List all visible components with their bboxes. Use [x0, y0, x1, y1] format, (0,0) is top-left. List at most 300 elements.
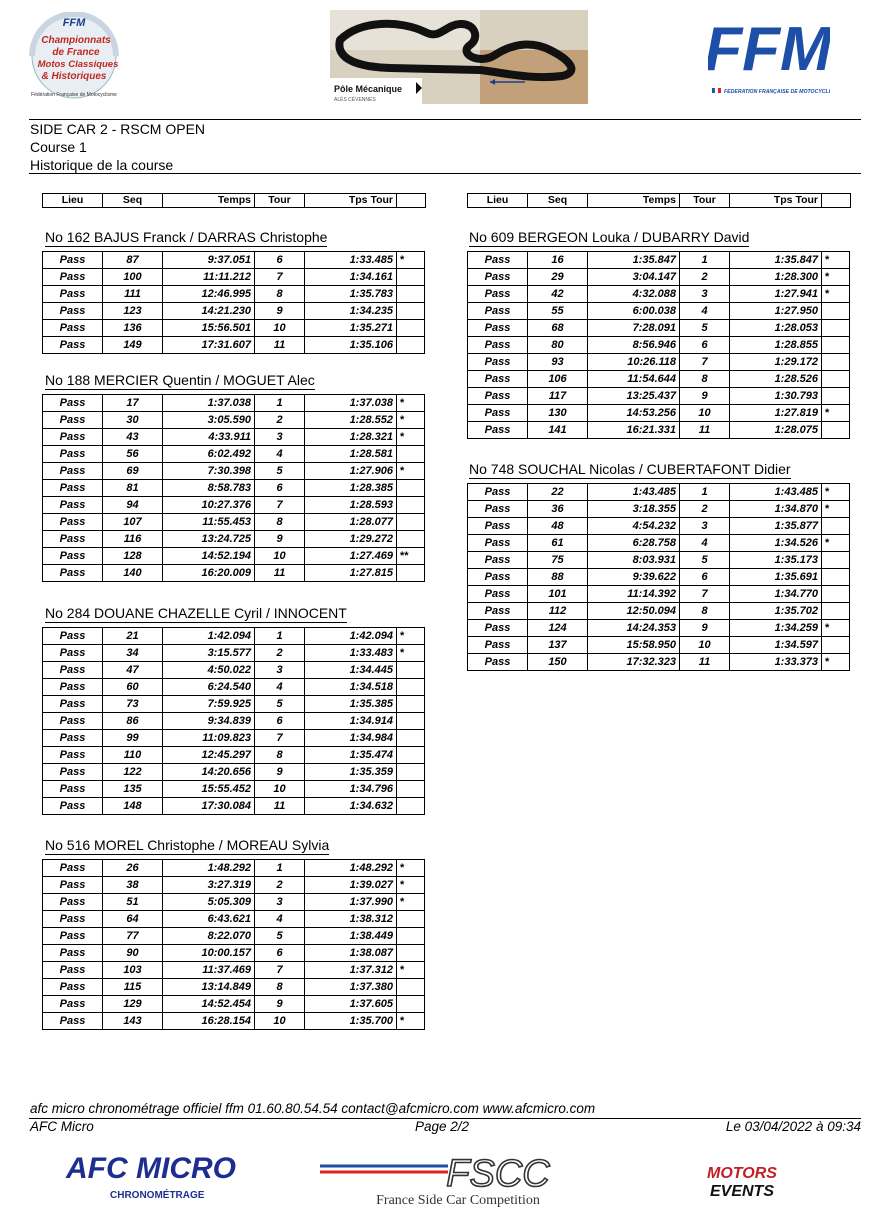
lap-elapsed-time: 14:53.256 — [588, 405, 680, 422]
svg-text:MOTORS: MOTORS — [707, 1165, 777, 1182]
lap-location: Pass — [43, 628, 103, 645]
lap-location: Pass — [43, 1013, 103, 1030]
lap-elapsed-time: 12:50.094 — [588, 603, 680, 620]
lap-sequence: 61 — [528, 535, 588, 552]
lap-location: Pass — [468, 535, 528, 552]
best-lap-marker: * — [822, 286, 850, 303]
lap-time: 1:38.087 — [305, 945, 397, 962]
lap-time: 1:34.914 — [305, 713, 397, 730]
lap-sequence: 99 — [103, 730, 163, 747]
lap-elapsed-time: 9:34.839 — [163, 713, 255, 730]
lap-time: 1:34.984 — [305, 730, 397, 747]
svg-text:FFM: FFM — [708, 15, 830, 84]
lap-number: 7 — [255, 497, 305, 514]
table-row — [43, 911, 425, 928]
best-lap-marker — [397, 764, 425, 781]
lap-sequence: 129 — [103, 996, 163, 1013]
lap-time: 1:34.161 — [305, 269, 397, 286]
best-lap-marker: ** — [397, 548, 425, 565]
lap-location: Pass — [43, 764, 103, 781]
table-row — [468, 484, 850, 501]
lap-number: 7 — [680, 354, 730, 371]
lap-location: Pass — [468, 252, 528, 269]
lap-location: Pass — [468, 620, 528, 637]
col-temps: Temps — [163, 194, 255, 207]
lap-location: Pass — [43, 911, 103, 928]
lap-elapsed-time: 8:22.070 — [163, 928, 255, 945]
lap-number: 11 — [255, 337, 305, 354]
lap-location: Pass — [468, 484, 528, 501]
table-row — [43, 429, 425, 446]
lap-location: Pass — [468, 603, 528, 620]
table-row — [468, 337, 850, 354]
lap-number: 1 — [255, 860, 305, 877]
lap-elapsed-time: 11:09.823 — [163, 730, 255, 747]
table-row — [43, 252, 425, 269]
lap-sequence: 86 — [103, 713, 163, 730]
table-row — [43, 446, 425, 463]
lap-time: 1:38.449 — [305, 928, 397, 945]
motors-events-logo — [692, 1158, 792, 1206]
lap-location: Pass — [43, 412, 103, 429]
table-row — [43, 531, 425, 548]
col-lieu: Lieu — [43, 194, 103, 207]
lap-sequence: 17 — [103, 395, 163, 412]
table-row — [468, 569, 850, 586]
lap-time: 1:27.469 — [305, 548, 397, 565]
table-row — [468, 586, 850, 603]
lap-elapsed-time: 13:24.725 — [163, 531, 255, 548]
table-row — [43, 928, 425, 945]
lap-time: 1:37.312 — [305, 962, 397, 979]
table-row — [468, 303, 850, 320]
table-row — [43, 962, 425, 979]
lap-location: Pass — [468, 518, 528, 535]
lap-sequence: 34 — [103, 645, 163, 662]
table-row — [468, 422, 850, 439]
lap-elapsed-time: 15:56.501 — [163, 320, 255, 337]
table-row — [468, 620, 850, 637]
lap-time: 1:29.272 — [305, 531, 397, 548]
lap-elapsed-time: 14:20.656 — [163, 764, 255, 781]
lap-elapsed-time: 5:05.309 — [163, 894, 255, 911]
lap-elapsed-time: 9:37.051 — [163, 252, 255, 269]
lap-number: 9 — [680, 388, 730, 405]
lap-location: Pass — [468, 422, 528, 439]
best-lap-marker — [822, 320, 850, 337]
table-row — [43, 996, 425, 1013]
lap-location: Pass — [43, 565, 103, 582]
lap-number: 4 — [255, 911, 305, 928]
best-lap-marker: * — [822, 654, 850, 671]
lap-location: Pass — [468, 388, 528, 405]
table-row — [43, 662, 425, 679]
lap-number: 8 — [255, 514, 305, 531]
svg-text:Fédération Française de Motocy: Fédération Française de Motocyclisme — [31, 92, 117, 98]
best-lap-marker — [822, 637, 850, 654]
lap-elapsed-time: 3:27.319 — [163, 877, 255, 894]
table-row — [43, 628, 425, 645]
lap-time: 1:27.815 — [305, 565, 397, 582]
lap-elapsed-time: 10:27.376 — [163, 497, 255, 514]
lap-location: Pass — [43, 320, 103, 337]
lap-time: 1:28.077 — [305, 514, 397, 531]
circuit-map-logo — [330, 10, 588, 104]
lap-location: Pass — [468, 501, 528, 518]
table-row — [43, 320, 425, 337]
lap-time: 1:27.950 — [730, 303, 822, 320]
lap-location: Pass — [468, 405, 528, 422]
table-row — [468, 320, 850, 337]
lap-elapsed-time: 11:54.644 — [588, 371, 680, 388]
lap-number: 10 — [255, 548, 305, 565]
lap-location: Pass — [43, 662, 103, 679]
lap-time: 1:28.593 — [305, 497, 397, 514]
lap-time: 1:42.094 — [305, 628, 397, 645]
rider-title: No 284 DOUANE CHAZELLE Cyril / INNOCENT — [45, 605, 347, 621]
col-lieu: Lieu — [468, 194, 528, 207]
lap-time: 1:28.581 — [305, 446, 397, 463]
lap-time: 1:28.321 — [305, 429, 397, 446]
svg-text:FSCC: FSCC — [446, 1153, 550, 1195]
lap-sequence: 22 — [528, 484, 588, 501]
lap-location: Pass — [43, 679, 103, 696]
table-row — [43, 730, 425, 747]
ffm-logo — [708, 12, 830, 98]
lap-sequence: 130 — [528, 405, 588, 422]
lap-elapsed-time: 7:30.398 — [163, 463, 255, 480]
best-lap-marker: * — [397, 463, 425, 480]
col-tour: Tour — [680, 194, 730, 207]
lap-number: 9 — [255, 303, 305, 320]
lap-location: Pass — [468, 586, 528, 603]
table-row — [468, 252, 850, 269]
svg-text:Championnats: Championnats — [41, 35, 111, 46]
laps-table — [42, 251, 425, 354]
lap-time: 1:27.906 — [305, 463, 397, 480]
table-row — [43, 480, 425, 497]
lap-number: 4 — [680, 535, 730, 552]
lap-sequence: 117 — [528, 388, 588, 405]
lap-elapsed-time: 17:31.607 — [163, 337, 255, 354]
table-row — [43, 269, 425, 286]
lap-elapsed-time: 14:52.194 — [163, 548, 255, 565]
lap-number: 1 — [680, 484, 730, 501]
lap-time: 1:28.053 — [730, 320, 822, 337]
lap-elapsed-time: 11:55.453 — [163, 514, 255, 531]
col-tps-tour: Tps Tour — [730, 194, 822, 207]
lap-sequence: 106 — [528, 371, 588, 388]
lap-elapsed-time: 14:21.230 — [163, 303, 255, 320]
lap-elapsed-time: 8:56.946 — [588, 337, 680, 354]
lap-time: 1:34.526 — [730, 535, 822, 552]
lap-sequence: 124 — [528, 620, 588, 637]
lap-sequence: 30 — [103, 412, 163, 429]
best-lap-marker: * — [822, 405, 850, 422]
best-lap-marker — [397, 730, 425, 747]
footer-company: AFC Micro — [30, 1119, 94, 1134]
lap-number: 7 — [255, 962, 305, 979]
lap-time: 1:34.870 — [730, 501, 822, 518]
lap-elapsed-time: 17:30.084 — [163, 798, 255, 815]
lap-number: 1 — [255, 395, 305, 412]
lap-location: Pass — [43, 730, 103, 747]
lap-sequence: 38 — [103, 877, 163, 894]
table-row — [43, 747, 425, 764]
lap-elapsed-time: 13:25.437 — [588, 388, 680, 405]
lap-number: 10 — [680, 405, 730, 422]
lap-elapsed-time: 1:37.038 — [163, 395, 255, 412]
lap-number: 5 — [255, 696, 305, 713]
lap-number: 6 — [255, 713, 305, 730]
lap-time: 1:38.312 — [305, 911, 397, 928]
lap-number: 3 — [680, 518, 730, 535]
race-title: Course 1 — [30, 139, 87, 155]
lap-number: 11 — [255, 565, 305, 582]
best-lap-marker — [397, 679, 425, 696]
lap-location: Pass — [43, 894, 103, 911]
best-lap-marker: * — [397, 860, 425, 877]
table-row — [468, 654, 850, 671]
lap-number: 8 — [680, 603, 730, 620]
afc-micro-logo — [62, 1150, 240, 1206]
best-lap-marker — [397, 713, 425, 730]
best-lap-marker — [822, 354, 850, 371]
lap-sequence: 110 — [103, 747, 163, 764]
lap-number: 6 — [255, 945, 305, 962]
svg-text:Pôle Mécanique: Pôle Mécanique — [334, 84, 403, 94]
lap-location: Pass — [468, 552, 528, 569]
laps-table — [42, 394, 425, 582]
lap-number: 9 — [255, 764, 305, 781]
col-tour: Tour — [255, 194, 305, 207]
rider-title: No 162 BAJUS Franck / DARRAS Christophe — [45, 229, 328, 245]
best-lap-marker — [397, 979, 425, 996]
best-lap-marker — [822, 371, 850, 388]
lap-sequence: 75 — [528, 552, 588, 569]
lap-sequence: 21 — [103, 628, 163, 645]
table-row — [43, 979, 425, 996]
best-lap-marker — [397, 480, 425, 497]
lap-location: Pass — [43, 781, 103, 798]
lap-number: 4 — [255, 446, 305, 463]
lap-sequence: 150 — [528, 654, 588, 671]
laps-table — [467, 483, 850, 671]
lap-location: Pass — [43, 337, 103, 354]
lap-time: 1:35.877 — [730, 518, 822, 535]
lap-number: 8 — [680, 371, 730, 388]
lap-sequence: 128 — [103, 548, 163, 565]
lap-elapsed-time: 17:32.323 — [588, 654, 680, 671]
best-lap-marker — [397, 928, 425, 945]
lap-elapsed-time: 6:28.758 — [588, 535, 680, 552]
best-lap-marker: * — [397, 962, 425, 979]
lap-elapsed-time: 13:14.849 — [163, 979, 255, 996]
lap-location: Pass — [468, 337, 528, 354]
lap-number: 1 — [255, 628, 305, 645]
lap-location: Pass — [43, 548, 103, 565]
lap-time: 1:34.518 — [305, 679, 397, 696]
lap-number: 3 — [255, 662, 305, 679]
lap-location: Pass — [43, 696, 103, 713]
lap-time: 1:28.855 — [730, 337, 822, 354]
best-lap-marker — [397, 565, 425, 582]
lap-location: Pass — [43, 747, 103, 764]
lap-number: 3 — [255, 894, 305, 911]
lap-time: 1:34.259 — [730, 620, 822, 637]
lap-number: 5 — [255, 928, 305, 945]
svg-text:ALÈS CÉVENNES: ALÈS CÉVENNES — [334, 97, 376, 103]
best-lap-marker — [822, 586, 850, 603]
lap-location: Pass — [468, 286, 528, 303]
lap-number: 8 — [255, 979, 305, 996]
best-lap-marker — [822, 303, 850, 320]
lap-number: 2 — [680, 501, 730, 518]
laps-table — [467, 251, 850, 439]
table-row — [43, 860, 425, 877]
table-row — [468, 637, 850, 654]
lap-number: 3 — [255, 429, 305, 446]
lap-sequence: 43 — [103, 429, 163, 446]
lap-time: 1:35.783 — [305, 286, 397, 303]
best-lap-marker — [397, 320, 425, 337]
lap-number: 9 — [680, 620, 730, 637]
lap-sequence: 73 — [103, 696, 163, 713]
lap-location: Pass — [43, 446, 103, 463]
lap-elapsed-time: 3:18.355 — [588, 501, 680, 518]
table-row — [43, 337, 425, 354]
lap-elapsed-time: 4:33.911 — [163, 429, 255, 446]
table-row — [468, 286, 850, 303]
best-lap-marker: * — [397, 628, 425, 645]
page-number: Page 2/2 — [415, 1119, 470, 1134]
best-lap-marker — [397, 303, 425, 320]
best-lap-marker — [397, 514, 425, 531]
best-lap-marker — [397, 945, 425, 962]
best-lap-marker — [397, 286, 425, 303]
rider-title: No 748 SOUCHAL Nicolas / CUBERTAFONT Didier — [469, 461, 791, 477]
lap-time: 1:28.300 — [730, 269, 822, 286]
lap-sequence: 94 — [103, 497, 163, 514]
lap-number: 2 — [255, 412, 305, 429]
lap-number: 9 — [255, 531, 305, 548]
column-header-left — [42, 193, 426, 208]
lap-number: 8 — [255, 747, 305, 764]
lap-sequence: 90 — [103, 945, 163, 962]
lap-location: Pass — [43, 860, 103, 877]
lap-elapsed-time: 10:26.118 — [588, 354, 680, 371]
lap-time: 1:35.700 — [305, 1013, 397, 1030]
best-lap-marker — [397, 781, 425, 798]
lap-time: 1:35.691 — [730, 569, 822, 586]
lap-sequence: 100 — [103, 269, 163, 286]
lap-sequence: 141 — [528, 422, 588, 439]
best-lap-marker — [397, 747, 425, 764]
lap-elapsed-time: 8:58.783 — [163, 480, 255, 497]
lap-sequence: 36 — [528, 501, 588, 518]
lap-sequence: 143 — [103, 1013, 163, 1030]
table-row — [468, 552, 850, 569]
lap-elapsed-time: 1:48.292 — [163, 860, 255, 877]
best-lap-marker: * — [822, 269, 850, 286]
svg-text:FFM: FFM — [62, 17, 86, 29]
col-tps-tour: Tps Tour — [305, 194, 397, 207]
laps-table — [42, 627, 425, 815]
lap-sequence: 29 — [528, 269, 588, 286]
lap-sequence: 60 — [103, 679, 163, 696]
lap-number: 6 — [255, 480, 305, 497]
title-bottom-rule — [29, 173, 861, 174]
svg-text:France Side Car Competition: France Side Car Competition — [376, 1193, 540, 1208]
table-row — [468, 388, 850, 405]
lap-sequence: 148 — [103, 798, 163, 815]
lap-elapsed-time: 8:03.931 — [588, 552, 680, 569]
lap-number: 10 — [680, 637, 730, 654]
lap-elapsed-time: 15:58.950 — [588, 637, 680, 654]
lap-sequence: 149 — [103, 337, 163, 354]
best-lap-marker — [397, 798, 425, 815]
lap-elapsed-time: 14:52.454 — [163, 996, 255, 1013]
table-row — [43, 286, 425, 303]
lap-number: 8 — [255, 286, 305, 303]
table-row — [468, 603, 850, 620]
svg-text:& Historiques: & Historiques — [41, 71, 107, 82]
lap-time: 1:33.483 — [305, 645, 397, 662]
lap-sequence: 101 — [528, 586, 588, 603]
column-header-right — [467, 193, 851, 208]
table-row — [43, 877, 425, 894]
table-row — [43, 1013, 425, 1030]
lap-number: 7 — [255, 269, 305, 286]
lap-number: 10 — [255, 781, 305, 798]
lap-elapsed-time: 12:46.995 — [163, 286, 255, 303]
lap-elapsed-time: 3:15.577 — [163, 645, 255, 662]
lap-elapsed-time: 4:50.022 — [163, 662, 255, 679]
lap-elapsed-time: 1:42.094 — [163, 628, 255, 645]
lap-sequence: 56 — [103, 446, 163, 463]
lap-number: 4 — [680, 303, 730, 320]
lap-time: 1:39.027 — [305, 877, 397, 894]
lap-time: 1:34.632 — [305, 798, 397, 815]
table-row — [468, 269, 850, 286]
table-row — [468, 354, 850, 371]
lap-number: 6 — [680, 337, 730, 354]
lap-elapsed-time: 9:39.622 — [588, 569, 680, 586]
footer-contact: afc micro chronométrage officiel ffm 01.60.80.54.54 contact@afcmicro.com www.afcmicro.com — [30, 1101, 596, 1116]
lap-time: 1:27.819 — [730, 405, 822, 422]
lap-elapsed-time: 12:45.297 — [163, 747, 255, 764]
best-lap-marker — [822, 518, 850, 535]
best-lap-marker — [397, 446, 425, 463]
table-row — [43, 412, 425, 429]
lap-elapsed-time: 11:11.212 — [163, 269, 255, 286]
lap-location: Pass — [468, 371, 528, 388]
lap-location: Pass — [43, 979, 103, 996]
best-lap-marker — [822, 569, 850, 586]
event-title: SIDE CAR 2 - RSCM OPEN — [30, 121, 206, 137]
lap-location: Pass — [43, 303, 103, 320]
print-date: Le 03/04/2022 à 09:34 — [725, 1119, 861, 1134]
lap-sequence: 137 — [528, 637, 588, 654]
table-row — [43, 565, 425, 582]
table-row — [43, 781, 425, 798]
lap-sequence: 48 — [528, 518, 588, 535]
lap-location: Pass — [43, 645, 103, 662]
best-lap-marker: * — [822, 252, 850, 269]
table-row — [468, 535, 850, 552]
lap-time: 1:34.770 — [730, 586, 822, 603]
best-lap-marker — [397, 911, 425, 928]
